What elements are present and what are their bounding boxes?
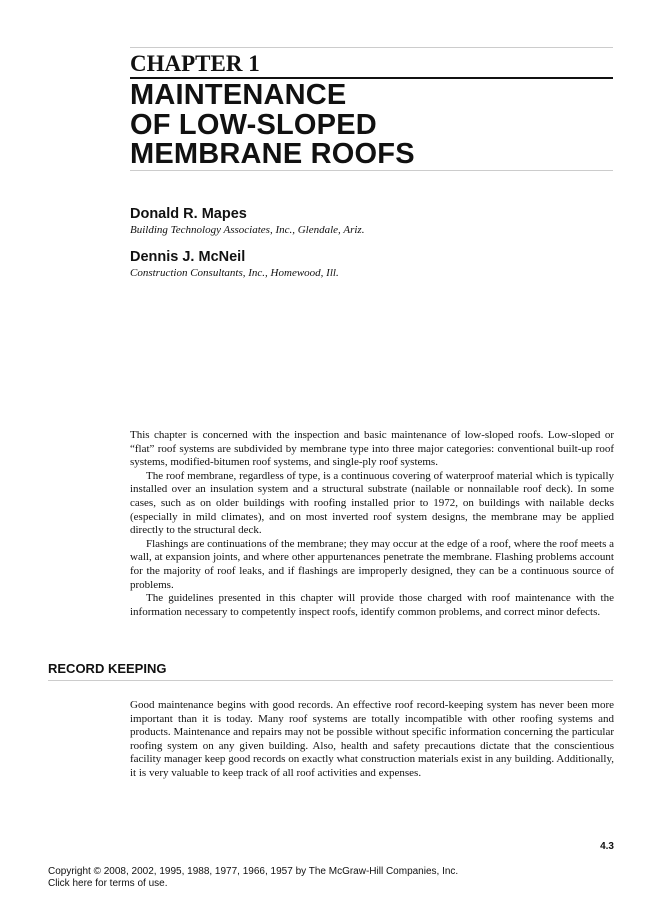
top-divider: [130, 47, 613, 48]
terms-of-use-link[interactable]: Click here for terms of use.: [48, 878, 168, 889]
intro-paragraph: The roof membrane, regardless of type, is a continuous covering of waterproof material which is typically installed over an insulation system and a structural substrate (nailable or nonnailable roof deck). In some cases, such as on older buildings with roofing installed prior to 1972, on buildings with nailable decks (especially in mild climates), and on most inverted roof system designs, the membrane may be applied directly to the structural deck.: [130, 469, 614, 537]
chapter-title-line: MAINTENANCE: [130, 79, 347, 111]
chapter-label: CHAPTER 1: [130, 51, 260, 76]
section-divider: [48, 680, 613, 681]
copyright-notice: Copyright © 2008, 2002, 1995, 1988, 1977, 1966, 1957 by The McGraw-Hill Companies, Inc.: [48, 866, 459, 877]
section-paragraph: Good maintenance begins with good records. An effective roof record-keeping system has never been more important than it is today. Many roof systems are totally incompatible with other roofing systems and products. Maintenance and repairs may not be possible without specific information concerning the particular roofing system on any given building. Also, health and safety precautions dictate that the conscientious facility manager keep good records on exactly what construction materials exist in any building. Additionally, it is very valuable to keep track of all roof activities and expenses.: [130, 699, 614, 779]
intro-paragraph: The guidelines presented in this chapter will provide those charged with roof maintenance with the information necessary to competently inspect roofs, identify common problems, and correct minor defects.: [130, 592, 614, 618]
intro-paragraph: Flashings are continuations of the membrane; they may occur at the edge of a roof, where the roof meets a wall, at expansion joints, and where other appurtenances penetrate the membrane. Flashing problems account for the majority of roof leaks, and if flashings are improperly designed, they can be a continuous source of problems.: [130, 537, 614, 591]
page-number: 4.3: [600, 841, 614, 852]
footer: [48, 866, 458, 890]
author-block: [130, 248, 339, 280]
chapter-title-line: MEMBRANE ROOFS: [130, 138, 415, 170]
title-divider: [130, 170, 613, 171]
section-heading: RECORD KEEPING: [48, 661, 167, 676]
author-block: [130, 205, 364, 237]
chapter-title: [130, 81, 613, 170]
section-text: [130, 699, 614, 781]
author-name: Donald R. Mapes: [130, 206, 247, 222]
author-affiliation: Construction Consultants, Inc., Homewood, Ill.: [130, 267, 339, 279]
author-name: Dennis J. McNeil: [130, 249, 246, 265]
author-affiliation: Building Technology Associates, Inc., Glendale, Ariz.: [130, 224, 365, 236]
intro-paragraph: This chapter is concerned with the inspection and basic maintenance of low-sloped roofs. Low-sloped or “flat” roof systems are subdivided by membrane type into three major categories: conventional built-up roof systems, modified-bitumen roof systems, and single-ply roof systems.: [130, 429, 614, 469]
chapter-title-line: OF LOW-SLOPED: [130, 108, 377, 141]
intro-text: [130, 429, 614, 619]
